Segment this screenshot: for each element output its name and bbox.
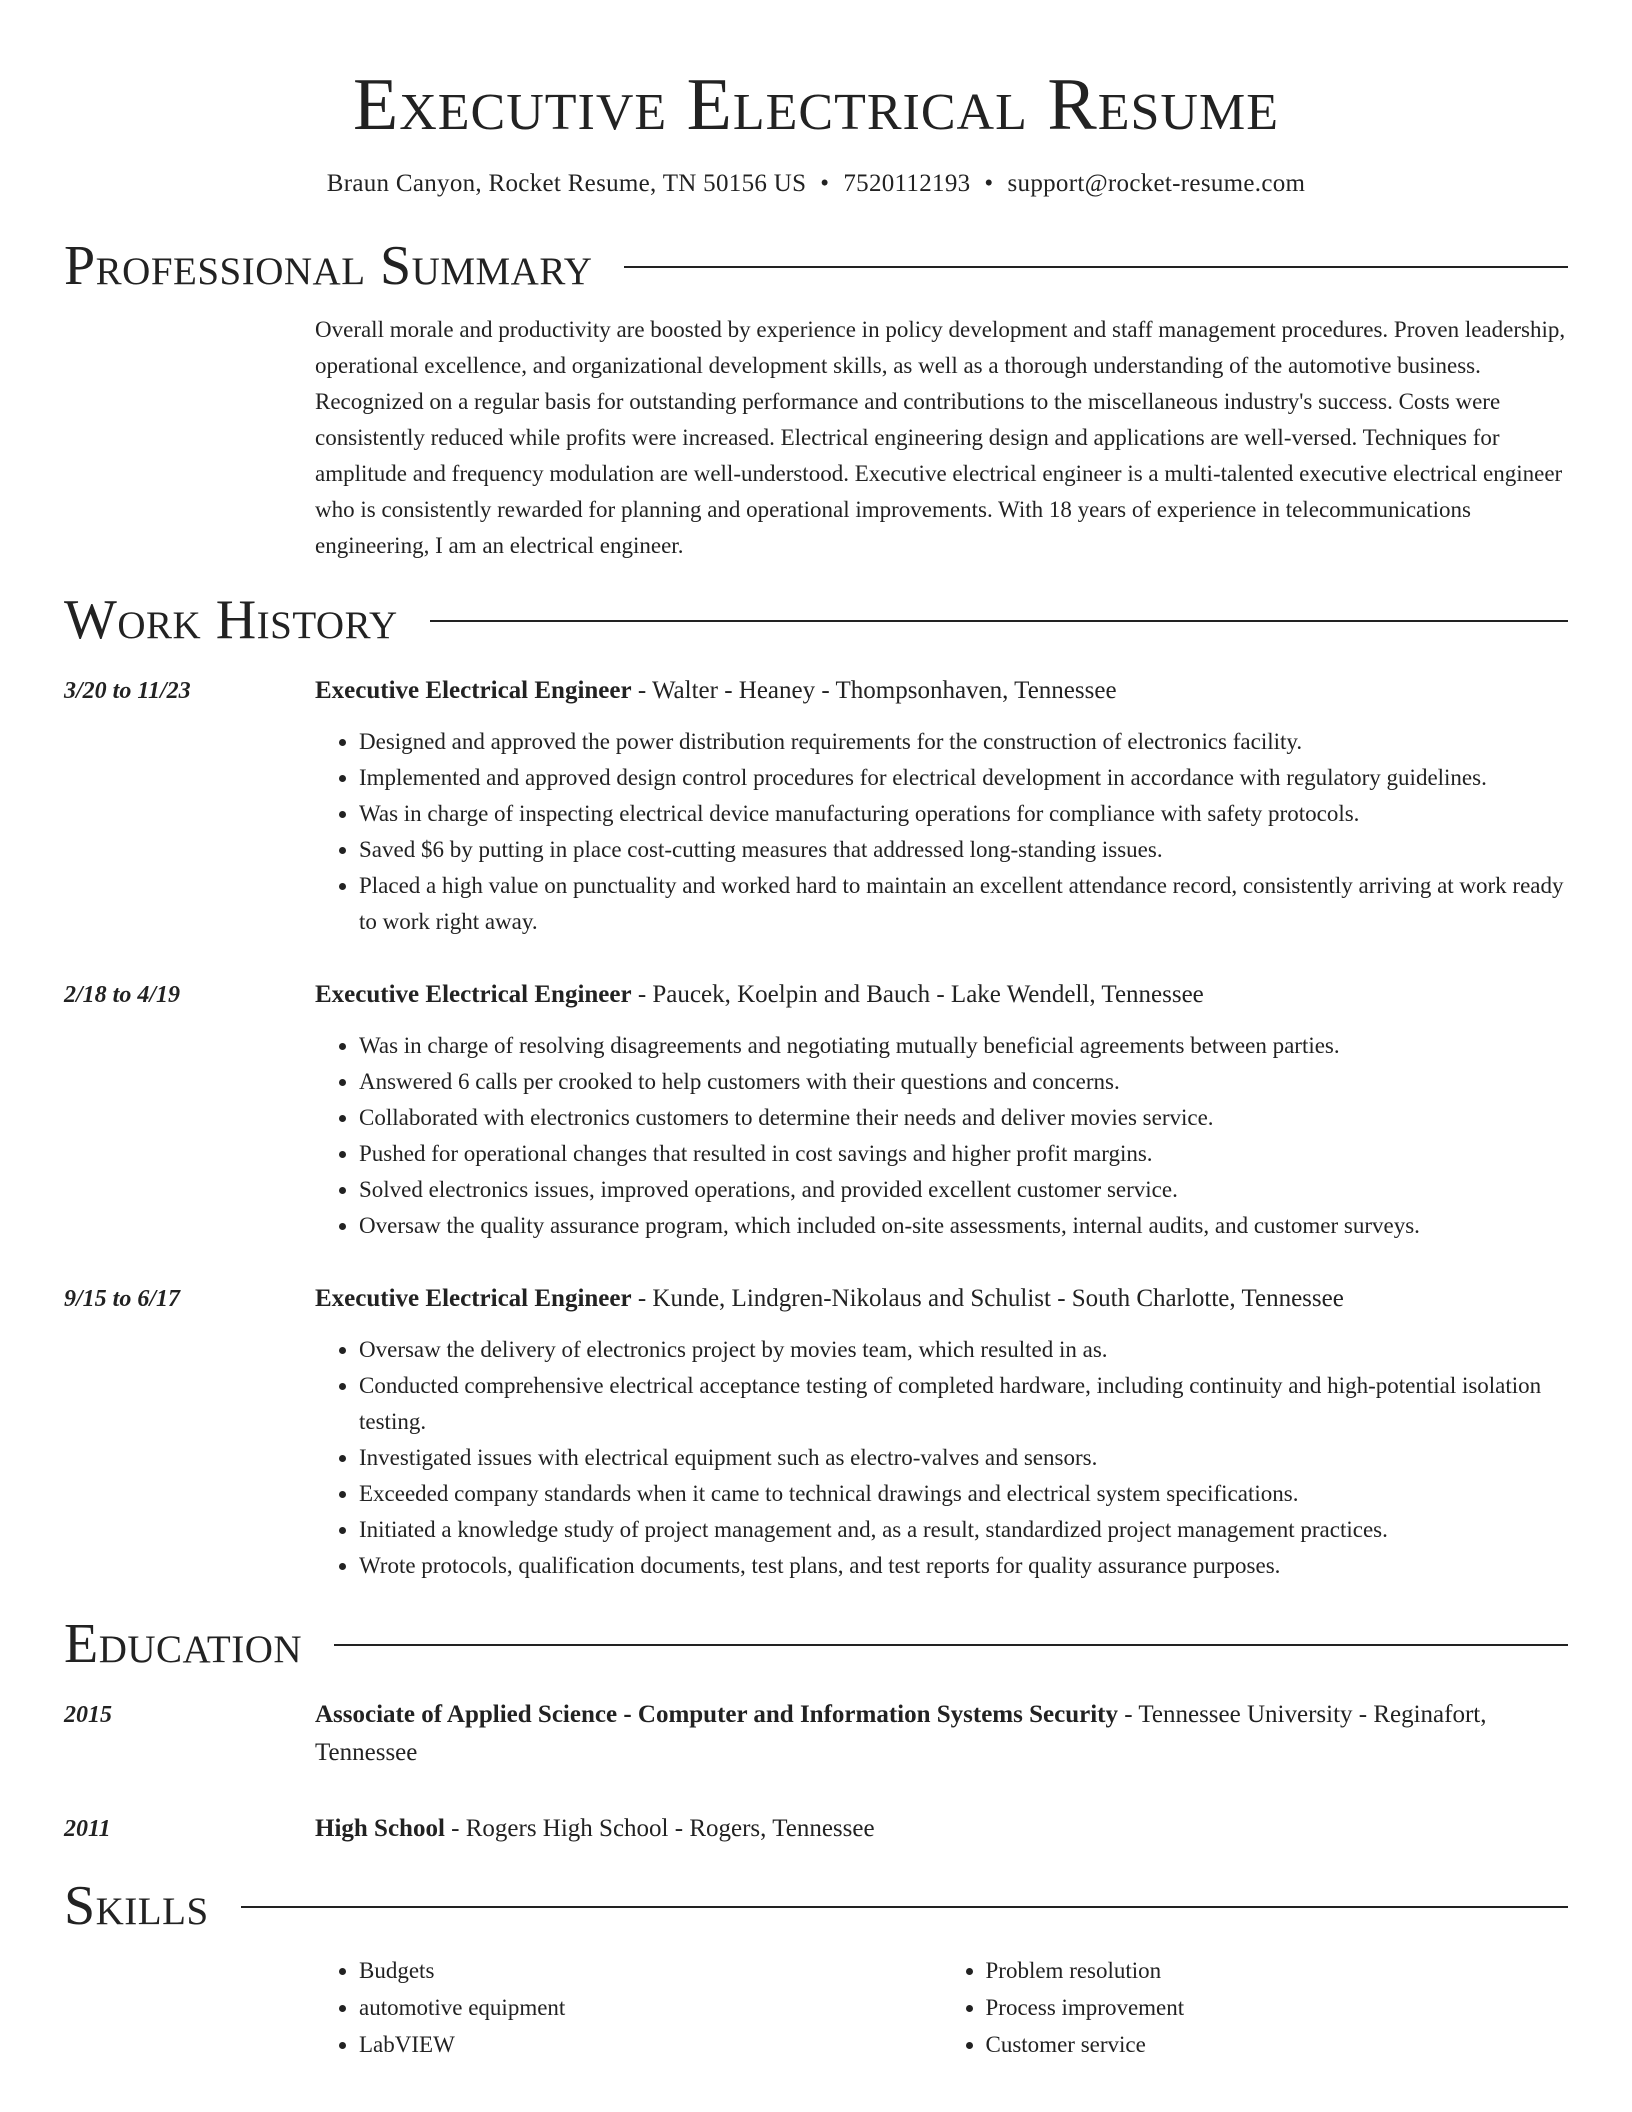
job-dates: 2/18 to 4/19 [64,982,181,1008]
skills-section-header [64,1874,1568,1938]
job-dates: 3/20 to 11/23 [64,678,191,704]
job-bullets [315,1028,1568,1244]
education-entry [64,1696,1568,1772]
job-bullets [315,1332,1568,1584]
job-title: Executive Electrical Engineer [315,981,632,1008]
skill-item: • LabVIEW [359,2026,942,2063]
list-item: • Solved electronics issues, improved operations, and provided excellent customer service. [359,1172,1568,1208]
contact-separator: • [820,170,830,197]
job-title: Executive Electrical Engineer [315,1285,632,1312]
school: - Tennessee University - Reginafort, Tennessee [315,1701,1487,1766]
job-employer: - Walter - Heaney - Thompsonhaven, Tennessee [631,677,1117,704]
job-heading [315,1280,1568,1318]
skill-item: • Customer service [986,2026,1569,2063]
list-item: • Initiated a knowledge study of project management and, as a result, standardized project management practices. [359,1512,1568,1548]
section-title-work: Work History [64,589,398,651]
list-item: • Collaborated with electronics customers to determine their needs and deliver movies service. [359,1100,1568,1136]
education-heading [315,1696,1568,1772]
education-year: 2015 [64,1702,112,1728]
skill-item: • Process improvement [986,1989,1569,2026]
summary-text: Overall morale and productivity are boosted by experience in policy development and staff management procedures. Proven leadership, operational excellence, and organizational development skills, as well as a thorough understanding of the automotive business. Recognized on a regular basis for outstanding performance and contributions to the miscellaneous industry's success. Costs were consistently reduced while profits were increased. Electrical engineering design and applications are well-versed. Techniques for amplitude and frequency modulation are well-understood. Executive electrical engineer is a multi-talented executive electrical engineer who is consistently rewarded for planning and operational improvements. With 18 years of experience in telecommunications engineering, I am an electrical engineer. [315,317,1566,558]
list-item: • Wrote protocols, qualification documents, test plans, and test reports for quality assurance purposes. [359,1548,1568,1584]
job-entry [64,1280,1568,1584]
list-item: • Saved $6 by putting in place cost-cutting measures that addressed long-standing issues. [359,832,1568,868]
education-heading [315,1810,1568,1848]
section-title-education: Education [64,1613,303,1675]
job-bullets [315,724,1568,940]
list-item: • Designed and approved the power distribution requirements for the construction of electronics facility. [359,724,1568,760]
education-year: 2011 [64,1816,111,1842]
contact-separator: • [984,170,994,197]
list-item: • Pushed for operational changes that resulted in cost savings and higher profit margins. [359,1136,1568,1172]
list-item: • Exceeded company standards when it came to technical drawings and electrical system specifications. [359,1476,1568,1512]
email: support@rocket-resume.com [1007,170,1306,197]
job-entry [64,976,1568,1244]
education-section-header [64,1612,1568,1676]
summary-section-header [64,234,1568,298]
job-entry [64,672,1568,940]
section-divider [624,266,1568,268]
job-heading [315,672,1568,710]
list-item: • Implemented and approved design control procedures for electrical development in accordance with regulatory guidelines. [359,760,1568,796]
skill-item: • Problem resolution [986,1952,1569,1989]
list-item: • Placed a high value on punctuality and worked hard to maintain an excellent attendance record, consistently arriving at work ready to work right away. [359,868,1568,940]
section-title-skills: Skills [64,1875,209,1937]
list-item: • Oversaw the delivery of electronics project by movies team, which resulted in as. [359,1332,1568,1368]
skill-item: • Budgets [359,1952,942,1989]
skills-grid [315,1952,1568,2063]
section-title-summary: Professional Summary [64,235,593,297]
degree: High School [315,1815,445,1842]
job-employer: - Kunde, Lindgren-Nikolaus and Schulist - South Charlotte, Tennessee [631,1285,1344,1312]
job-dates: 9/15 to 6/17 [64,1286,181,1312]
list-item: • Answered 6 calls per crooked to help customers with their questions and concerns. [359,1064,1568,1100]
education-entry [64,1810,1568,1848]
list-item: • Conducted comprehensive electrical acceptance testing of completed hardware, including continuity and high-potential isolation testing. [359,1368,1568,1440]
phone: 7520112193 [843,170,971,197]
skill-item: • automotive equipment [359,1989,942,2026]
job-employer: - Paucek, Koelpin and Bauch - Lake Wendell, Tennessee [631,981,1204,1008]
work-history [64,672,1568,1584]
degree: Associate of Applied Science - Computer and Information Systems Security [315,1701,1118,1728]
job-heading [315,976,1568,1014]
section-divider [241,1906,1568,1908]
education-list [64,1696,1568,1848]
section-divider [430,620,1568,622]
contact-line [64,170,1568,198]
resume-title: Executive Electrical Resume [353,64,1279,146]
work-section-header [64,588,1568,652]
list-item: • Was in charge of resolving disagreements and negotiating mutually beneficial agreements between parties. [359,1028,1568,1064]
job-title: Executive Electrical Engineer [315,677,632,704]
section-divider [334,1644,1568,1646]
address: Braun Canyon, Rocket Resume, TN 50156 US [326,170,807,197]
list-item: • Investigated issues with electrical equipment such as electro-valves and sensors. [359,1440,1568,1476]
skills-column-left [315,1952,942,2063]
list-item: • Was in charge of inspecting electrical device manufacturing operations for compliance with safety protocols. [359,796,1568,832]
list-item: • Oversaw the quality assurance program, which included on-site assessments, internal audits, and customer surveys. [359,1208,1568,1244]
school: - Rogers High School - Rogers, Tennessee [444,1815,875,1842]
skills-column-right [942,1952,1569,2063]
